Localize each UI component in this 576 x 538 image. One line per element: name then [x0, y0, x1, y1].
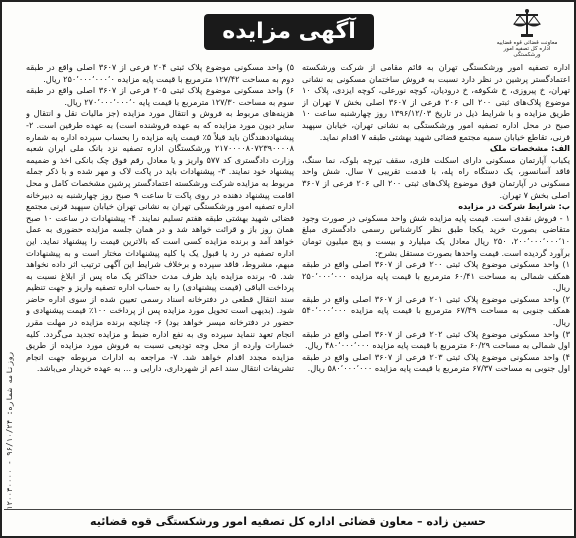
emblem-caption-secondary: اداره کل تصفیه امور ورشکستگی — [503, 46, 551, 58]
section-b-heading: ب: شرایط شرکت در مزایده — [458, 201, 570, 212]
unit-item: ۶) واحد مسکونی موضوع پلاک ثبتی ۲۰۵ فرعی از ۳۶۰۷ اصلی واقع در طبقه سوم به مساحت ۱۲۷/۳۰ مترمربع با قیمت پایه ۲۷۰٬۰۰۰٬۰۰۰٬۰ ریال. — [26, 85, 294, 107]
section-b-paragraph: ۱ - فروش نقدی است. قیمت پایه مزایده شش واحد مسکونی در صورت وجود متقاضی بصورت خرید یکجا طبق نظر کارشناس رسمی دادگستری مبلغ ۲۰۰٬۰۰۰٬۰۰۰٬۱۰، ۲۵۰ ریال معادل یک میلیارد و بیست و پنج میلیون تومان برآورد گردیده است. قیمت واحدها بصورت مستقل بشرح: — [302, 212, 570, 258]
conditions-paragraph: هزینه‌های مربوط به فروش و انتقال مورد مزایده (جز مالیات نقل و انتقال و سایر دیون مورد مزایده که به عهده فروشنده است) به عهده طرفین است. ۲- پیشنهاددهندگان باید قبلاً ۵٪ قیمت پایه مزایده را بحساب سپرده اداره به شماره ۲۱۷۰۰۰۰۸۰۷۲۳۹۰۰۰۰۸ ورشکستگان اداره تصفیه نزد بانک ملی ایران شعبه وزارت دادگستری کد ۵۷۷ واریز و یا معادل رقم فوق چک بانکی اخذ و ضمیمه پیشنهاد خود نمایند. ۳- پیشنهادات باید در پاکت لاک و مهر شده و با ذکر جمله مربوط به مزایده شرکت ورشکسته اعتمادگستر پرشین مشخصات کامل و محل اقامت پیشنهاد دهنده در روی پاکت تا ساعت ۹ صبح روز چهارشنبه به دبیرخانه اداره تصفیه امور ورشکستگی تهران به نشانی تهران خیابان سپهبد قرنی مجتمع قضائی شهید بهشتی طبقه هفتم تسلیم نمایند. ۴- پیشنهادات در ساعت ۱۰ صبح همان روز باز و قرائت خواهد شد و در همان جلسه مزایده حضوری به عمل خواهد آمد و برنده مزایده کسی است که بالاترین قیمت را پیشنهاد نماید. این اداره تصفیه در رد یا قبول یک یا کلیه پیشنهادات مختار است و به پیشنهادات مبهم، مشروط، فاقد سپرده و برخلاف شرایط این آگهی ترتیب اثر داده نخواهد شد. ۵- برنده مزایده باید ظرف مدت حداکثر یک ماه پس از ابلاغ نسبت به پرداخت الباقی (قیمت پیشنهادی) را به حساب اداره تصفیه واریز و جهت تنظیم سند انتقال قطعی در دفترخانه اسناد رسمی تعیین شده از سوی اداره حاضر شود. (بدیهی است تحویل مورد مزایده پس از پرداخت ۱۰۰٪ قیمت پیشنهادی و حضور در دفترخانه میسر خواهد بود) ۶- چنانچه برنده مزایده در مهلت مقرر انجام تعهد ننماید سپرده وی به نفع اداره ضبط و مزایده تجدید می‌گردد. کلیه خسارات وارده از محل وجه تودیعی نسبت به فروش مورد مزایده از طریق مزایده مجدد اقدام خواهد شد. ۷- مراجعه به ادارات مربوطه جهت انجام تشریفات انتقال سند اعم از شهرداری، دارایی و ... به عهده خریدار می‌باشد. — [26, 108, 294, 374]
section-a-heading: الف: مشخصات ملک — [489, 143, 570, 154]
emblem-caption-primary: معاونت قضائی قوه قضاییه — [496, 40, 558, 46]
section-a-paragraph: یکباب آپارتمان مسکونی دارای اسکلت فلزی، سقف تیرچه بلوک، نما سنگ، فاقد آسانسور، یک دستگاه راه پله، با قدمت تقریبی ۷ سال. شش واحد مسکونی در آپارتمان فوق موضوع پلاک‌های ثبتی ۲۰۰ الی ۲۰۶ فرعی از ۳۶۰۷ اصلی بخش ۷ تهران. — [302, 154, 570, 200]
unit-item: ۴) واحد مسکونی موضوع پلاک ثبتی ۲۰۳ فرعی از ۳۶۰۷ اصلی واقع در طبقه اول جنوبی به مساحت ۶۷/۳۷ مترمربع با قیمت پایه مزایده ۵۸۰٬۰۰۰٬۰۰۰ ریال. — [302, 351, 570, 374]
unit-item: ۳) واحد مسکونی موضوع پلاک ثبتی ۲۰۲ فرعی از ۳۶۰۷ اصلی واقع در طبقه اول شمالی به مساحت ۶۰/۲۹ مترمربع با قیمت پایه مزایده ۴۸۰٬۰۰۰٬۰۰۰ ریال. — [302, 328, 570, 351]
scales-of-justice-icon — [510, 8, 544, 40]
judiciary-emblem — [490, 8, 564, 62]
unit-item: ۱) واحد مسکونی موضوع پلاک ثبتی ۲۰۰ فرعی از ۳۶۰۷ اصلی واقع در طبقه همکف شمالی به مساحت ۶۰/۴۱ مترمربع با قیمت پایه مزایده ۲۵۰٬۰۰۰٬۰۰۰ ریال. — [302, 259, 570, 293]
unit-item: ۲) واحد مسکونی موضوع پلاک ثبتی ۲۰۱ فرعی از ۳۶۰۷ اصلی واقع در طبقه همکف جنوبی به مساحت ۶۷/۴۹ مترمربع با قیمت پایه مزایده ۵۴۰٬۰۰۰٬۰۰۰ ریال. — [302, 293, 570, 328]
signature-line: حسین زاده – معاون قضائی اداره کل تصفیه امور ورشکستگی قوه قضائیه — [4, 509, 572, 534]
newspaper-code: روزنامه شماره: ۹۶/۱۰/۲۴ ‐ ۱۲۰۰۳۰۰۰۰ — [5, 352, 14, 511]
header — [4, 4, 572, 62]
article-columns — [26, 62, 570, 508]
page-title: آگهی مزایده — [204, 14, 374, 50]
left-column — [26, 62, 294, 508]
right-column — [302, 62, 570, 508]
intro-paragraph: اداره تصفیه امور ورشکستگی تهران به قائم مقامی از شرکت ورشکسته اعتمادگستر پرشین در نظر دارد نسبت به فروش ساختمان مسکونی به نشانی تهران، خ پیروزی، خ شکوفه، خ درودیان، کوچه نورعلی، کوچه ایزدی، پلاک ۱۰ موضوع پلاک‌های ثبتی ۲۰۰ الی ۲۰۶ فرعی از ۳۶۰۷ اصلی بخش ۷ تهران از طریق مزایده و با شرایط ذیل در تاریخ ۱۳۹۶/۱۲/۰۳ روز چهارشنبه ساعت ۱۰ صبح در محل اداره تصفیه امور ورشکستگی به نشانی تهران، خیابان سپهبد قرنی، تقاطع خیابان سمیه مجتمع قضائی شهید بهشتی طبقه ۷ اقدام نماید. — [302, 62, 570, 142]
unit-item: ۵) واحد مسکونی موضوع پلاک ثبتی ۲۰۴ فرعی از ۳۶۰۷ اصلی واقع در طبقه دوم به مساحت ۱۲۷/۴۲ مترمربع با قیمت پایه مزایده ۲۵۰٬۰۰۰٬۰۰۰٬۰ ریال. — [26, 62, 294, 84]
